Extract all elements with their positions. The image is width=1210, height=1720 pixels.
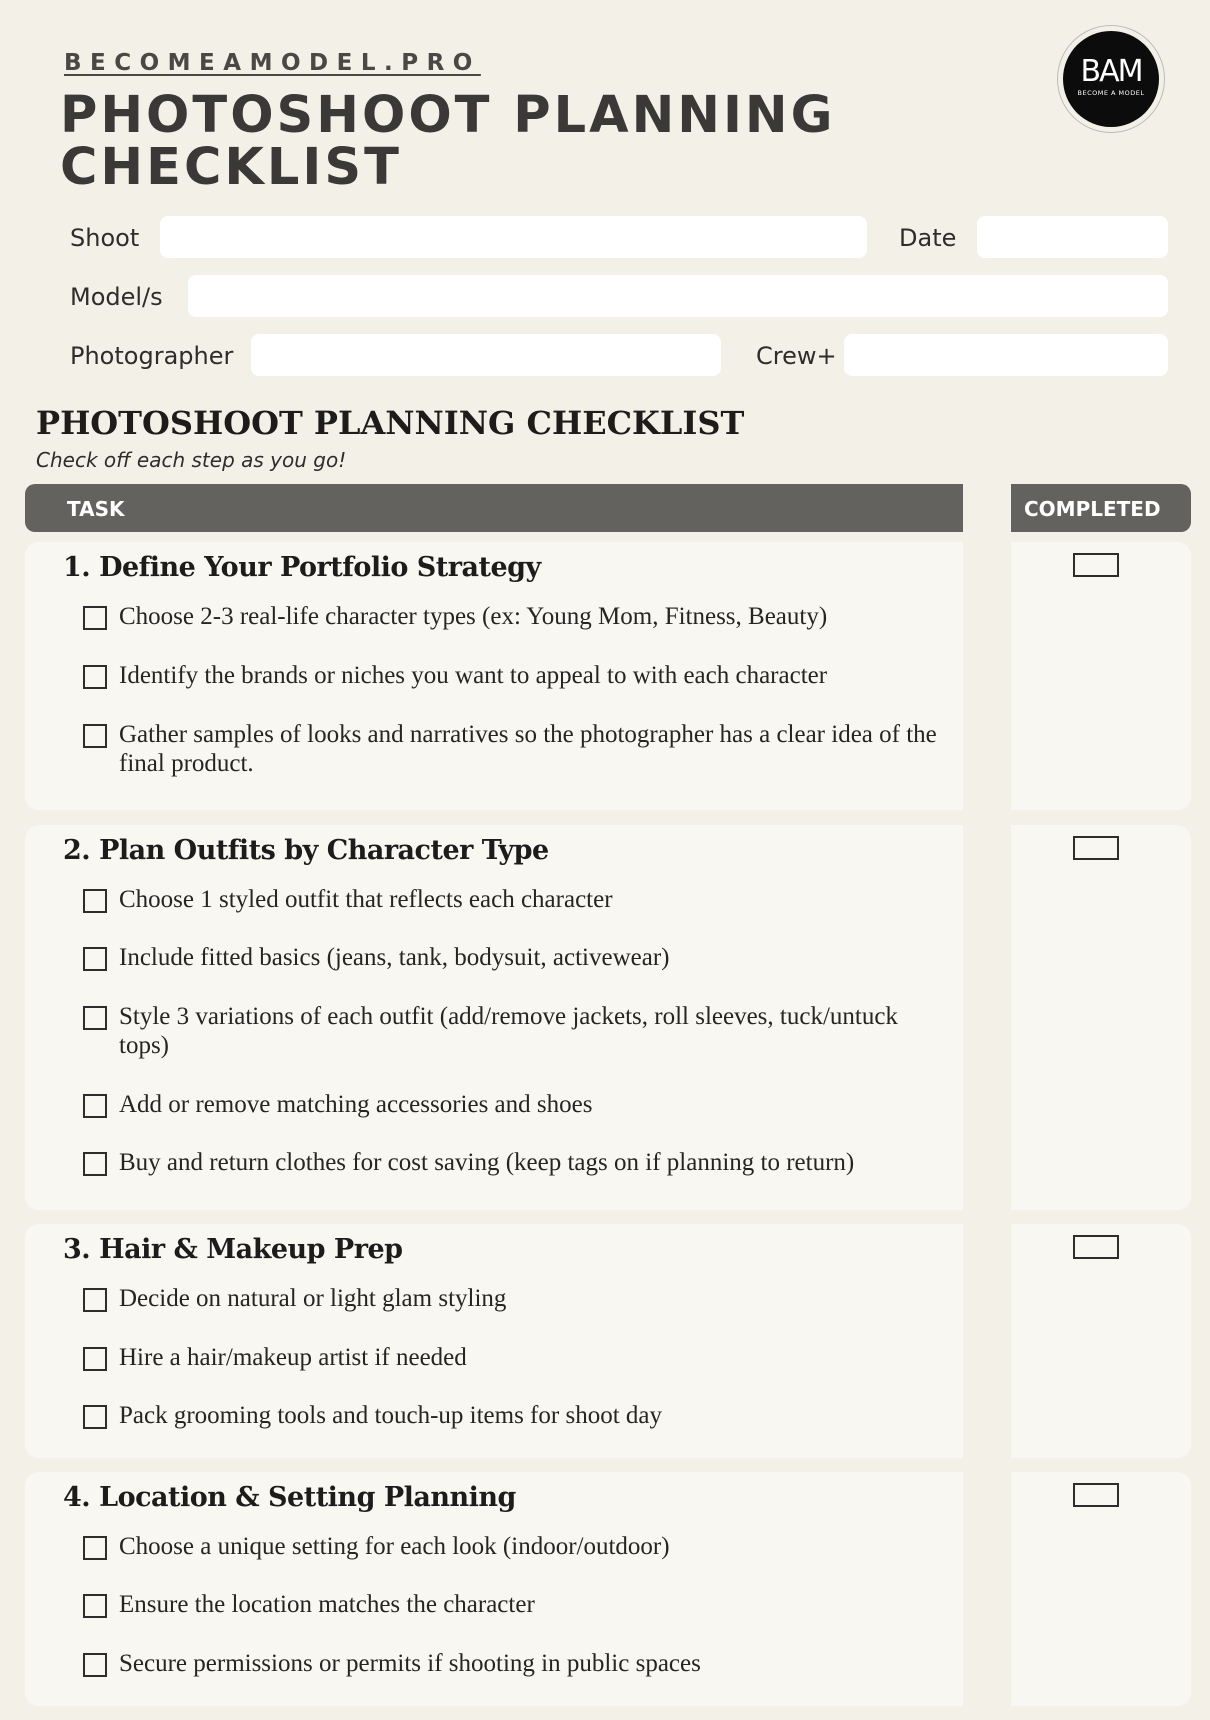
item-checkbox[interactable] xyxy=(83,1594,107,1618)
models-field[interactable] xyxy=(188,275,1168,317)
crew-field[interactable] xyxy=(844,334,1168,376)
checklist-item xyxy=(83,661,943,690)
group-title: 3. Hair & Makeup Prep xyxy=(63,1234,403,1265)
checklist-item xyxy=(83,1401,943,1430)
task-group-1 xyxy=(25,542,963,810)
completed-cell-1 xyxy=(1011,542,1191,810)
checklist-item xyxy=(83,1532,943,1561)
item-text: Include fitted basics (jeans, tank, bodysuit, activewear) xyxy=(119,944,670,971)
item-checkbox[interactable] xyxy=(83,947,107,971)
date-field[interactable] xyxy=(977,216,1168,258)
photographer-label: Photographer xyxy=(70,342,234,370)
checklist-item xyxy=(83,1590,943,1619)
models-label: Model/s xyxy=(70,283,163,311)
photographer-field[interactable] xyxy=(251,334,721,376)
checklist-item xyxy=(83,1343,943,1372)
item-checkbox[interactable] xyxy=(83,1006,107,1030)
checklist-item xyxy=(83,602,943,631)
item-checkbox[interactable] xyxy=(83,606,107,630)
page-title xyxy=(60,86,836,197)
completed-cell-2 xyxy=(1011,825,1191,1210)
item-checkbox[interactable] xyxy=(83,1094,107,1118)
completed-cell-4 xyxy=(1011,1472,1191,1706)
brand-url: BECOMEAMODEL.PRO xyxy=(64,50,481,76)
logo-subtitle: BECOME A MODEL xyxy=(1077,89,1145,97)
item-text: Style 3 variations of each outfit (add/remove jackets, roll sleeves, tuck/untuck tops) xyxy=(119,1003,898,1059)
task-column-header xyxy=(25,484,963,532)
group-title: 4. Location & Setting Planning xyxy=(63,1482,516,1513)
page-title-line-2: CHECKLIST xyxy=(60,138,402,197)
group-title: 1. Define Your Portfolio Strategy xyxy=(63,552,541,583)
task-header-label: TASK xyxy=(67,497,125,521)
completed-cell-3 xyxy=(1011,1224,1191,1458)
section-subtitle: Check off each step as you go! xyxy=(36,448,347,472)
item-text: Gather samples of looks and narratives so the photographer has a clear idea of the final product. xyxy=(119,721,937,777)
item-checkbox[interactable] xyxy=(83,1288,107,1312)
checklist-item xyxy=(83,720,943,778)
item-text: Identify the brands or niches you want to appeal to with each character xyxy=(119,662,828,689)
shoot-label: Shoot xyxy=(70,224,140,252)
item-checkbox[interactable] xyxy=(83,1405,107,1429)
task-group-3 xyxy=(25,1224,963,1458)
crew-label: Crew+ xyxy=(756,342,837,370)
item-text: Ensure the location matches the character xyxy=(119,1591,535,1618)
task-group-2 xyxy=(25,825,963,1210)
checklist-item xyxy=(83,1148,943,1177)
item-checkbox[interactable] xyxy=(83,1536,107,1560)
checklist-item xyxy=(83,1649,943,1678)
item-checkbox[interactable] xyxy=(83,1152,107,1176)
checklist-item xyxy=(83,943,943,972)
completed-checkbox[interactable] xyxy=(1073,1483,1119,1507)
section-title: PHOTOSHOOT PLANNING CHECKLIST xyxy=(36,404,745,442)
item-text: Buy and return clothes for cost saving (keep tags on if planning to return) xyxy=(119,1149,855,1176)
page-title-line-1: PHOTOSHOOT PLANNING xyxy=(60,86,836,145)
group-title: 2. Plan Outfits by Character Type xyxy=(63,835,549,866)
item-text: Secure permissions or permits if shooting in public spaces xyxy=(119,1650,701,1677)
item-checkbox[interactable] xyxy=(83,724,107,748)
item-text: Pack grooming tools and touch-up items for shoot day xyxy=(119,1402,662,1429)
completed-column-header xyxy=(1011,484,1191,532)
item-text: Add or remove matching accessories and shoes xyxy=(119,1091,593,1118)
item-checkbox[interactable] xyxy=(83,665,107,689)
bam-logo xyxy=(1057,25,1165,133)
checklist-item xyxy=(83,1284,943,1313)
checklist-item xyxy=(83,1090,943,1119)
item-checkbox[interactable] xyxy=(83,1653,107,1677)
completed-checkbox[interactable] xyxy=(1073,1235,1119,1259)
completed-checkbox[interactable] xyxy=(1073,836,1119,860)
task-group-4 xyxy=(25,1472,963,1706)
item-text: Choose a unique setting for each look (indoor/outdoor) xyxy=(119,1533,670,1560)
item-text: Choose 1 styled outfit that reflects each character xyxy=(119,886,613,913)
date-label: Date xyxy=(899,224,957,252)
completed-checkbox[interactable] xyxy=(1073,553,1119,577)
item-text: Hire a hair/makeup artist if needed xyxy=(119,1344,467,1371)
item-checkbox[interactable] xyxy=(83,889,107,913)
logo-mark: BAM xyxy=(1080,54,1142,89)
item-text: Choose 2-3 real-life character types (ex: Young Mom, Fitness, Beauty) xyxy=(119,603,828,630)
logo-badge xyxy=(1063,31,1159,127)
checklist-item xyxy=(83,1002,943,1060)
shoot-field[interactable] xyxy=(160,216,867,258)
item-checkbox[interactable] xyxy=(83,1347,107,1371)
item-text: Decide on natural or light glam styling xyxy=(119,1285,507,1312)
checklist-item xyxy=(83,885,943,914)
completed-header-label: COMPLETED xyxy=(1024,497,1161,521)
